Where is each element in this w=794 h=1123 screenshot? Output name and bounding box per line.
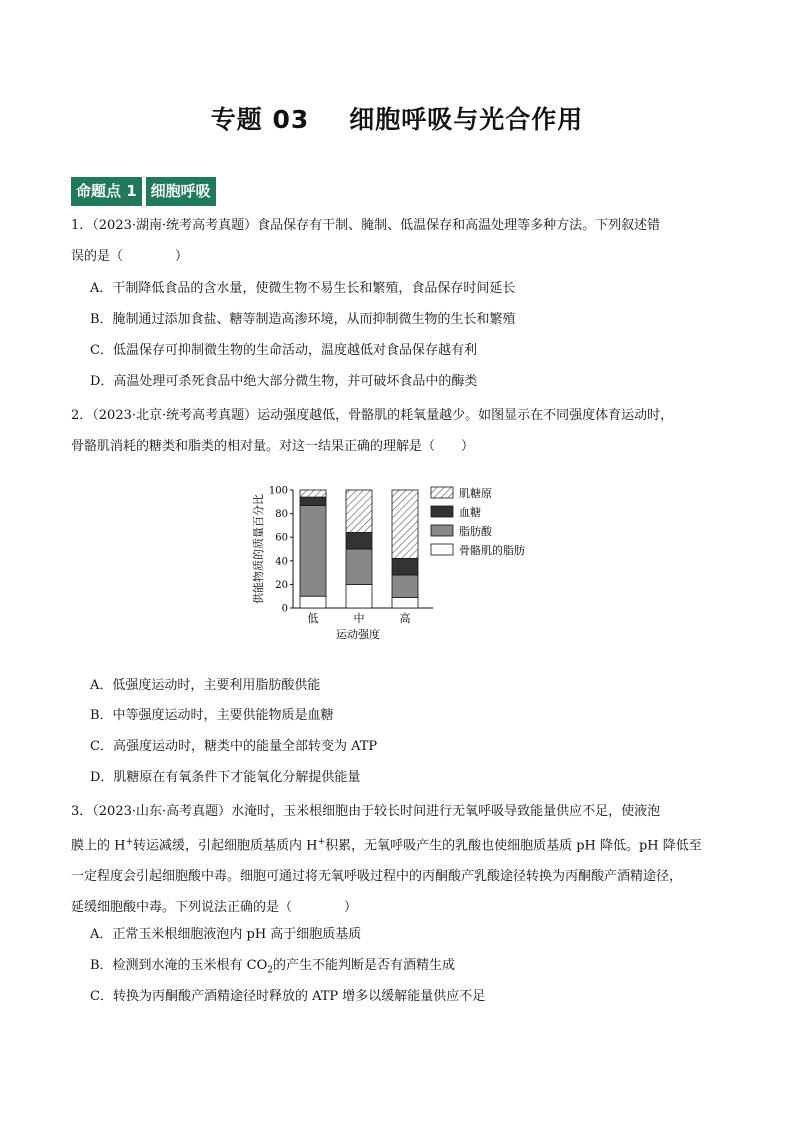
q1-stem-line2: 误的是（ ） xyxy=(71,249,189,264)
q3-stem-line3: 一定程度会引起细胞酸中毒。细胞可通过将无氧呼吸过程中的丙酮酸产乳酸途径转换为丙酮酸产酒精途径， xyxy=(71,869,683,885)
bar-segment xyxy=(346,549,372,584)
q1-option-b[interactable]: B．腌制通过添加食盐、糖等制造高渗环境，从而抑制微生物的生长和繁殖 xyxy=(90,312,516,327)
bar-segment xyxy=(392,575,418,597)
y-axis-title: 供能物质的质量百分比 xyxy=(252,494,265,604)
section-name: 细胞呼吸 xyxy=(146,177,216,206)
y-tick-label: 80 xyxy=(275,509,288,521)
legend-swatch xyxy=(431,487,453,498)
y-tick-label: 60 xyxy=(275,532,288,544)
q3-line2-part3: 积累，无氧呼吸产生的乳酸也使细胞质基质 pH 降低。pH 降低至 xyxy=(325,838,702,854)
y-tick-label: 0 xyxy=(281,603,288,615)
bar-segment xyxy=(300,490,326,497)
bar-segment xyxy=(346,490,372,532)
x-axis-title: 运动强度 xyxy=(336,628,380,641)
bar-segment xyxy=(392,558,418,575)
q3-option-b[interactable] xyxy=(90,956,455,981)
bar-segment xyxy=(300,596,326,608)
q3-line2-sup1: + xyxy=(125,837,134,847)
x-tick-label: 低 xyxy=(307,612,319,625)
y-tick-label: 100 xyxy=(268,485,288,497)
q3-line2-sup2: + xyxy=(317,837,326,847)
q3-option-b-part2: 的产生不能判断是否有酒精生成 xyxy=(273,958,456,973)
x-tick-label: 高 xyxy=(399,612,411,625)
q3-stem-line4: 延缓细胞酸中毒。下列说法正确的是（ ） xyxy=(71,900,358,916)
bar-segment xyxy=(346,584,372,608)
x-tick-label: 中 xyxy=(353,612,365,625)
q3-option-b-sub: 2 xyxy=(267,965,274,976)
q2-option-a[interactable]: A．低强度运动时，主要利用脂肪酸供能 xyxy=(90,678,321,693)
energy-source-chart xyxy=(248,478,548,658)
q3-line2-part1: 膜上的 H xyxy=(71,838,126,854)
q3-option-b-part1: B．检测到水淹的玉米根有 CO xyxy=(90,958,268,973)
q3-option-c[interactable]: C．转换为丙酮酸产酒精途径时释放的 ATP 增多以缓解能量供应不足 xyxy=(90,989,486,1004)
q1-option-d[interactable]: D．高温处理可杀死食品中绝大部分微生物，并可破坏食品中的酶类 xyxy=(90,374,478,389)
q1-option-c[interactable]: C．低温保存可抑制微生物的生命活动，温度越低对食品保存越有利 xyxy=(90,343,477,358)
q2-option-d[interactable]: D．肌糖原在有氧条件下才能氧化分解提供能量 xyxy=(90,770,361,785)
q1-stem xyxy=(71,210,731,272)
legend-swatch xyxy=(431,525,453,536)
legend-label: 脂肪酸 xyxy=(459,525,492,538)
section-label: 命题点 1 xyxy=(71,177,142,206)
q3-stem-line1: 3．（2023·山东·高考真题）水淹时，玉米根细胞由于较长时间进行无氧呼吸导致能量供应不足，使液泡 xyxy=(71,804,661,819)
q3-line2-part2: 转运减缓，引起细胞质基质内 H xyxy=(133,838,318,854)
bar-segment xyxy=(392,490,418,558)
y-tick-label: 20 xyxy=(275,579,288,591)
legend-swatch xyxy=(431,544,453,555)
page-title xyxy=(0,100,794,136)
q3-stem-line2 xyxy=(71,827,736,861)
y-tick-label: 40 xyxy=(275,556,288,568)
bar-segment xyxy=(392,597,418,608)
q2-stem xyxy=(71,400,731,462)
q2-stem-line2: 骨骼肌消耗的糖类和脂类的相对量。对这一结果正确的理解是（ ） xyxy=(71,439,475,454)
legend-swatch xyxy=(431,506,453,517)
q2-option-c[interactable]: C．高强度运动时，糖类中的能量全部转变为 ATP xyxy=(90,739,378,754)
q1-stem-line1: 1．（2023·湖南·统考高考真题）食品保存有干制、腌制、低温保存和高温处理等多种方法。下列叙述错 xyxy=(71,218,661,233)
q2-stem-line1: 2．（2023·北京·统考高考真题）运动强度越低，骨骼肌的耗氧量越少。如图显示在不同强度体育运动时， xyxy=(71,408,674,423)
q3-option-a[interactable]: A．正常玉米根细胞液泡内 pH 高于细胞质基质 xyxy=(90,927,362,942)
q3-stem xyxy=(71,796,736,923)
bar-segment xyxy=(300,505,326,596)
section-heading xyxy=(71,177,220,206)
stacked-bar-chart xyxy=(248,478,548,658)
bar-segment xyxy=(346,532,372,549)
legend-label: 血糖 xyxy=(459,506,481,519)
legend-label: 肌糖原 xyxy=(459,487,492,500)
title-number: 专题 03 xyxy=(210,105,310,134)
legend-label: 骨骼肌的脂肪 xyxy=(459,544,525,557)
bar-segment xyxy=(300,497,326,505)
title-topic: 细胞呼吸与光合作用 xyxy=(349,105,584,134)
q1-option-a[interactable]: A．干制降低食品的含水量，使微生物不易生长和繁殖，食品保存时间延长 xyxy=(90,281,516,296)
q2-option-b[interactable]: B．中等强度运动时，主要供能物质是血糖 xyxy=(90,708,334,723)
